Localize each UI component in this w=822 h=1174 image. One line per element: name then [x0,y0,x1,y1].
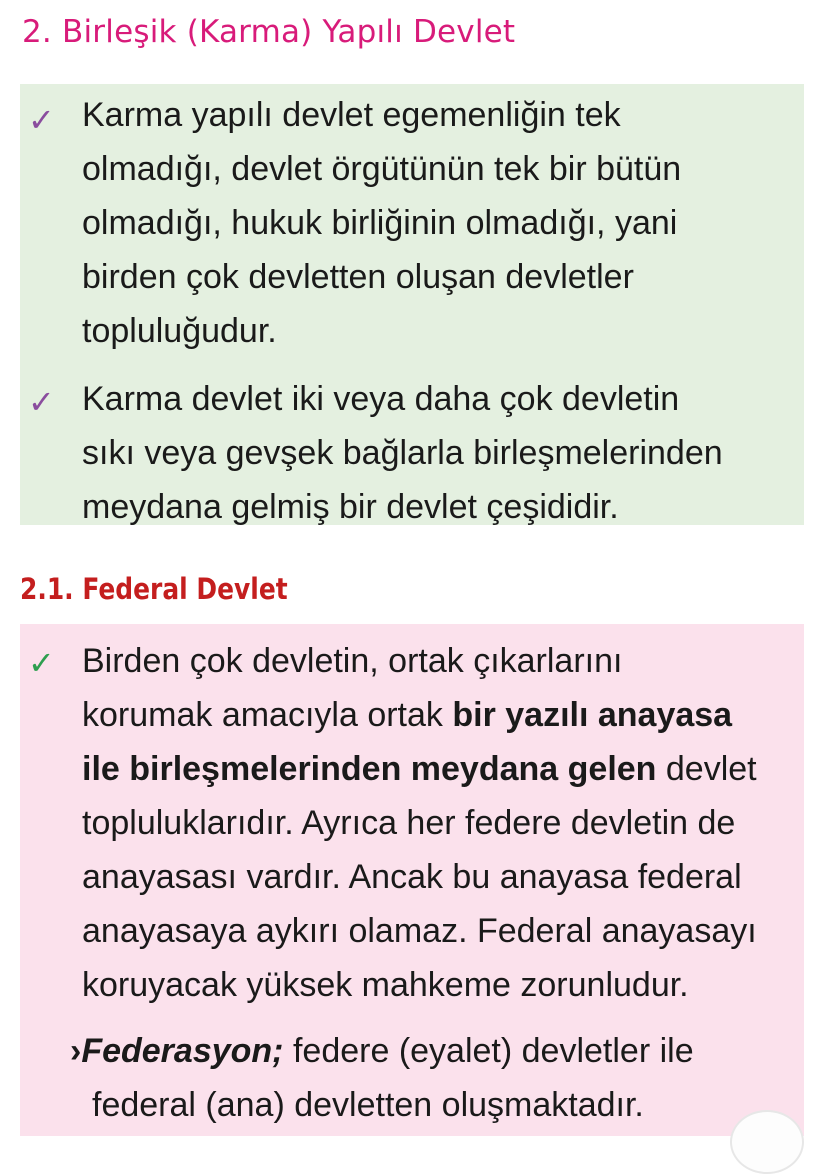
text-segment: federe (eyalet) devletler ile [283,1032,694,1070]
text-line: federal (ana) devletten oluşmaktadır. [92,1086,644,1124]
chevron-right-icon: › [70,1032,82,1070]
bullet-federal-definition [82,634,798,1012]
text-line [82,688,798,742]
text-line [70,1024,790,1078]
text-line: birden çok devletten oluşan devletler [82,258,634,296]
text-line: topluluklarıdır. Ayrıca her federe devletin de [82,804,736,842]
text-line: sıkı veya gevşek bağlarla birleşmelerinden [82,434,723,472]
subsection-title: 2.1. Federal Devlet [20,572,288,606]
text-line: topluluğudur. [82,312,277,350]
text-line: anayasaya aykırı olamaz. Federal anayasayı [82,912,757,950]
text-line: koruyacak yüksek mahkeme zorunludur. [82,966,689,1004]
emphasis-text: bir yazılı anayasa [452,696,733,734]
check-icon: ✓ [28,101,55,139]
text-segment: korumak amacıyla ortak [82,696,453,734]
text-line: olmadığı, hukuk birliğinin olmadığı, yani [82,204,678,242]
term-federasyon: Federasyon; [81,1032,284,1070]
text-line: Karma yapılı devlet egemenliğin tek [82,96,621,134]
text-line: anayasası vardır. Ancak bu anayasa federal [82,858,742,896]
check-icon: ✓ [28,644,55,682]
text-line: Birden çok devletin, ortak çıkarlarını [82,642,623,680]
check-icon: ✓ [28,383,55,421]
section-title: 2. Birleşik (Karma) Yapılı Devlet [22,14,516,50]
bullet-karma-types [82,372,798,534]
text-line: olmadığı, devlet örgütünün tek bir bütün [82,150,682,188]
text-line [82,742,798,796]
page-corner-decoration [730,1110,804,1174]
text-segment: devlet [656,750,757,788]
text-line: Karma devlet iki veya daha çok devletin [82,380,680,418]
emphasis-text: ile birleşmelerinden meydana gelen [82,750,657,788]
federasyon-item [70,1024,790,1132]
text-line: meydana gelmiş bir devlet çeşididir. [82,488,619,526]
bullet-karma-definition [82,88,798,358]
